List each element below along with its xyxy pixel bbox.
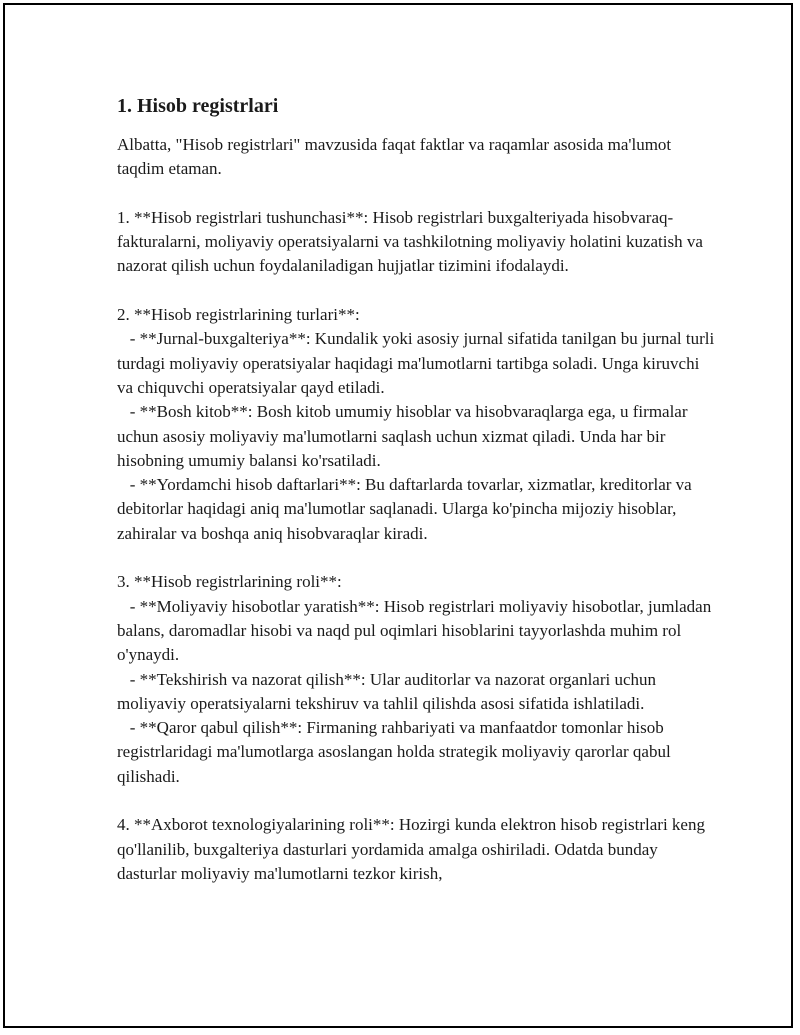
paragraph-spacer	[117, 279, 717, 303]
document-body	[117, 93, 717, 886]
section-3-paragraph: 3. **Hisob registrlarining roli**: - **Moliyaviy hisobotlar yaratish**: Hisob registrlari moliyaviy hisobotlar, jumladan balans, daromadlar hisobi va naqd pul oqimlari hisoblarini tayyorlashda muhim rol o'ynaydi. - **Tekshirish va nazorat qilish**: Ular auditorlar va nazorat organlari uchun moliyaviy operatsiyalarni tekshiruv va tahlil qilishda asosi sifatida ishlatiladi. - **Qaror qabul qilish**: Firmaning rahbariyati va manfaatdor tomonlar hisob registrlaridagi ma'lumotlarga asoslangan holda strategik moliyaviy qarorlar qabul qilishadi.	[117, 572, 712, 786]
paragraph-spacer	[117, 789, 717, 813]
paragraph-spacer	[117, 182, 717, 206]
paragraph-spacer	[117, 546, 717, 570]
intro-paragraph: Albatta, "Hisob registrlari" mavzusida faqat faktlar va raqamlar asosida ma'lumot taqdim etaman.	[117, 135, 676, 179]
section-2-paragraph: 2. **Hisob registrlarining turlari**: - **Jurnal-buxgalteriya**: Kundalik yoki asosiy jurnal sifatida tanilgan bu jurnal turli turdagi moliyaviy operatsiyalar haqidagi ma'lumotlarni tartibga soladi. Unga kiruvchi va chiquvchi operatsiyalar qayd etiladi. - **Bosh kitob**: Bosh kitob umumiy hisoblar va hisobvaraqlarga ega, u firmalar uchun asosiy moliyaviy ma'lumotlarni saqlash uchun xizmat qiladi. Unda har bir hisobning umumiy balansi ko'rsatiladi. - **Yordamchi hisob daftarlari**: Bu daftarlarda tovarlar, xizmatlar, kreditorlar va debitorlar haqidagi aniq ma'lumotlar saqlanadi. Ularga ko'pincha mijoziy hisoblar, zahiralar va boshqa aniq hisobvaraqlar kiradi.	[117, 305, 715, 543]
section-4-paragraph: 4. **Axborot texnologiyalarining roli**: Hozirgi kunda elektron hisob registrlari keng qo'llanilib, buxgalteriya dasturlari yordamida amalga oshiriladi. Odatda bunday dasturlar moliyaviy ma'lumotlarni tezkor kirish,	[117, 815, 710, 883]
document-title: 1. Hisob registrlari	[117, 95, 279, 117]
section-1-paragraph: 1. **Hisob registrlari tushunchasi**: Hisob registrlari buxgalteriyada hisobvaraq-fakturalarni, moliyaviy operatsiyalarni va tashkilotning moliyaviy holatini kuzatish va nazorat qilish uchun foydalaniladigan hujjatlar tizimini ifodalaydi.	[117, 207, 708, 276]
